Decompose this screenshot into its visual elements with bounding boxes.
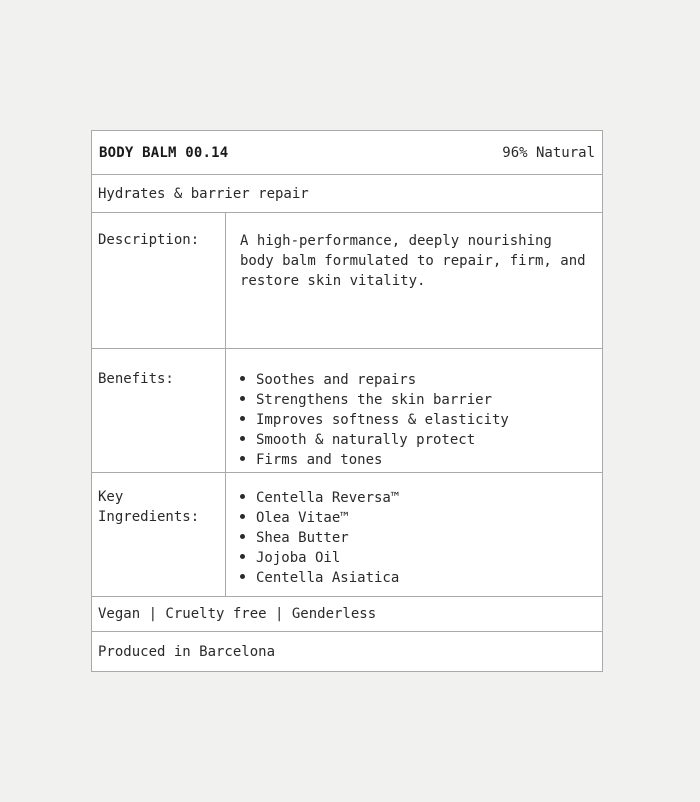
- list-item: Improves softness & elasticity: [240, 410, 588, 430]
- description-row: [92, 213, 602, 349]
- list-item: Soothes and repairs: [240, 370, 588, 390]
- bullet-icon: [240, 494, 245, 499]
- benefits-row: [92, 349, 602, 473]
- ingredients-row: [92, 473, 602, 597]
- list-item: Shea Butter: [240, 528, 588, 548]
- label-header: [92, 131, 602, 175]
- bullet-icon: [240, 456, 245, 461]
- benefits-list: [240, 370, 588, 470]
- list-item: Olea Vitae™: [240, 508, 588, 528]
- origin-row: [92, 632, 602, 671]
- product-tagline: Hydrates & barrier repair: [98, 185, 309, 202]
- ingredients-list: [240, 488, 588, 588]
- bullet-icon: [240, 554, 245, 559]
- description-label: Description:: [92, 213, 226, 348]
- list-item: Smooth & naturally protect: [240, 430, 588, 450]
- claims-row: [92, 597, 602, 632]
- bullet-icon: [240, 396, 245, 401]
- list-item: Centella Reversa™: [240, 488, 588, 508]
- bullet-icon: [240, 514, 245, 519]
- ingredients-label: Key Ingredients:: [92, 473, 226, 596]
- list-item: Firms and tones: [240, 450, 588, 470]
- tagline-row: [92, 175, 602, 213]
- bullet-icon: [240, 574, 245, 579]
- bullet-icon: [240, 416, 245, 421]
- natural-percentage: 96% Natural: [502, 144, 595, 161]
- product-name: BODY BALM 00.14: [99, 144, 229, 161]
- list-item: Jojoba Oil: [240, 548, 588, 568]
- product-label-card: [91, 130, 603, 672]
- bullet-icon: [240, 534, 245, 539]
- product-claims: Vegan | Cruelty free | Genderless: [98, 606, 377, 622]
- list-item: Strengthens the skin barrier: [240, 390, 588, 410]
- description-text: A high-performance, deeply nourishing body balm formulated to repair, firm, and restore skin vitality.: [240, 233, 586, 289]
- benefits-label: Benefits:: [92, 349, 226, 472]
- list-item: Centella Asiatica: [240, 568, 588, 588]
- production-origin: Produced in Barcelona: [98, 643, 276, 660]
- bullet-icon: [240, 436, 245, 441]
- bullet-icon: [240, 376, 245, 381]
